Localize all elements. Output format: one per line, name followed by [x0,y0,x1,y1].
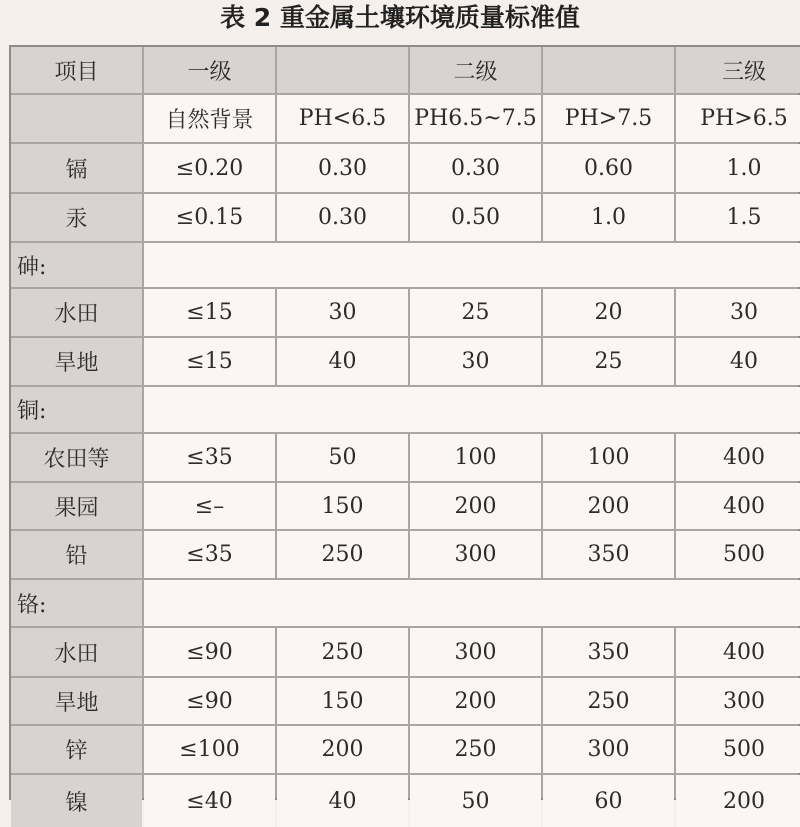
row-label-arsenic-paddy: 水田 [11,289,142,336]
group-label-arsenic: 砷: [11,243,142,287]
subheader-ph-gt-7-5: PH>7.5 [543,95,674,142]
table-cell: 250 [410,726,541,773]
table-cell: 150 [277,678,408,724]
table-cell: ≤15 [144,338,275,385]
table-cell: 350 [543,531,674,578]
table-cell: 25 [410,289,541,336]
table-cell: 200 [277,726,408,773]
table-cell: 100 [410,434,541,481]
table-cell: 100 [543,434,674,481]
table-cell: 50 [277,434,408,481]
table-cell: ≤40 [144,775,275,827]
table-cell: 0.50 [410,194,541,241]
table-cell: 0.30 [277,144,408,192]
group-label-chromium: 铬: [11,580,142,626]
row-label-mercury: 汞 [11,194,142,241]
table-cell: 300 [543,726,674,773]
table-cell: 400 [676,434,800,481]
header-grade-1: 一级 [144,47,275,93]
subheader-ph-lt-6-5: PH<6.5 [277,95,408,142]
table-cell: 30 [277,289,408,336]
table-cell: 400 [676,628,800,676]
table-cell: ≤15 [144,289,275,336]
table-cell: 60 [543,775,674,827]
subheader-ph-6-5-7-5: PH6.5~7.5 [410,95,541,142]
table-cell: 1.0 [676,144,800,192]
row-label-cadmium: 镉 [11,144,142,192]
table-cell: 40 [277,775,408,827]
table-cell: 0.30 [410,144,541,192]
table-cell: ≤0.15 [144,194,275,241]
table-cell: 200 [410,678,541,724]
table-cell: 40 [277,338,408,385]
row-label-chromium-dryland: 旱地 [11,678,142,724]
table-cell: 500 [676,726,800,773]
table-cell: 500 [676,531,800,578]
table-cell: 30 [676,289,800,336]
table-title: 表 2 重金属土壤环境质量标准值 [220,3,580,32]
table-cell: 300 [410,628,541,676]
table-cell: 250 [277,531,408,578]
table-cell: 200 [676,775,800,827]
table-cell: 25 [543,338,674,385]
table-cell: 200 [410,483,541,529]
table-cell: 0.30 [277,194,408,241]
row-label-lead: 铅 [11,531,142,578]
row-label-copper-orchard: 果园 [11,483,142,529]
group-blank [144,243,800,287]
table-cell: 1.0 [543,194,674,241]
table-cell: 1.5 [676,194,800,241]
group-label-copper: 铜: [11,387,142,432]
table-cell: 0.60 [543,144,674,192]
row-label-arsenic-dryland: 旱地 [11,338,142,385]
header-item: 项目 [11,47,142,93]
table-cell: ≤35 [144,434,275,481]
table-cell: 20 [543,289,674,336]
header-blank [543,47,674,93]
table-cell: 150 [277,483,408,529]
table-cell: ≤90 [144,628,275,676]
standards-table [9,45,800,816]
table-cell: 300 [410,531,541,578]
table-cell: 200 [543,483,674,529]
group-blank [144,580,800,626]
row-label-nickel: 镍 [11,775,142,827]
table-cell: ≤– [144,483,275,529]
table-cell: ≤100 [144,726,275,773]
header-grade-3: 三级 [676,47,800,93]
table-cell: 50 [410,775,541,827]
table-cell: 350 [543,628,674,676]
table-cell: ≤0.20 [144,144,275,192]
subheader-natural-background: 自然背景 [144,95,275,142]
table-cell: ≤90 [144,678,275,724]
header-blank [11,95,142,142]
table-cell: 400 [676,483,800,529]
row-label-chromium-paddy: 水田 [11,628,142,676]
row-label-zinc: 锌 [11,726,142,773]
table-cell: 30 [410,338,541,385]
table-cell: 250 [277,628,408,676]
table-cell: 250 [543,678,674,724]
group-blank [144,387,800,432]
table-cell: ≤35 [144,531,275,578]
header-blank [277,47,408,93]
table-cell: 40 [676,338,800,385]
header-grade-2: 二级 [410,47,541,93]
table-cell: 300 [676,678,800,724]
subheader-ph-gt-6-5: PH>6.5 [676,95,800,142]
row-label-copper-farmland: 农田等 [11,434,142,481]
